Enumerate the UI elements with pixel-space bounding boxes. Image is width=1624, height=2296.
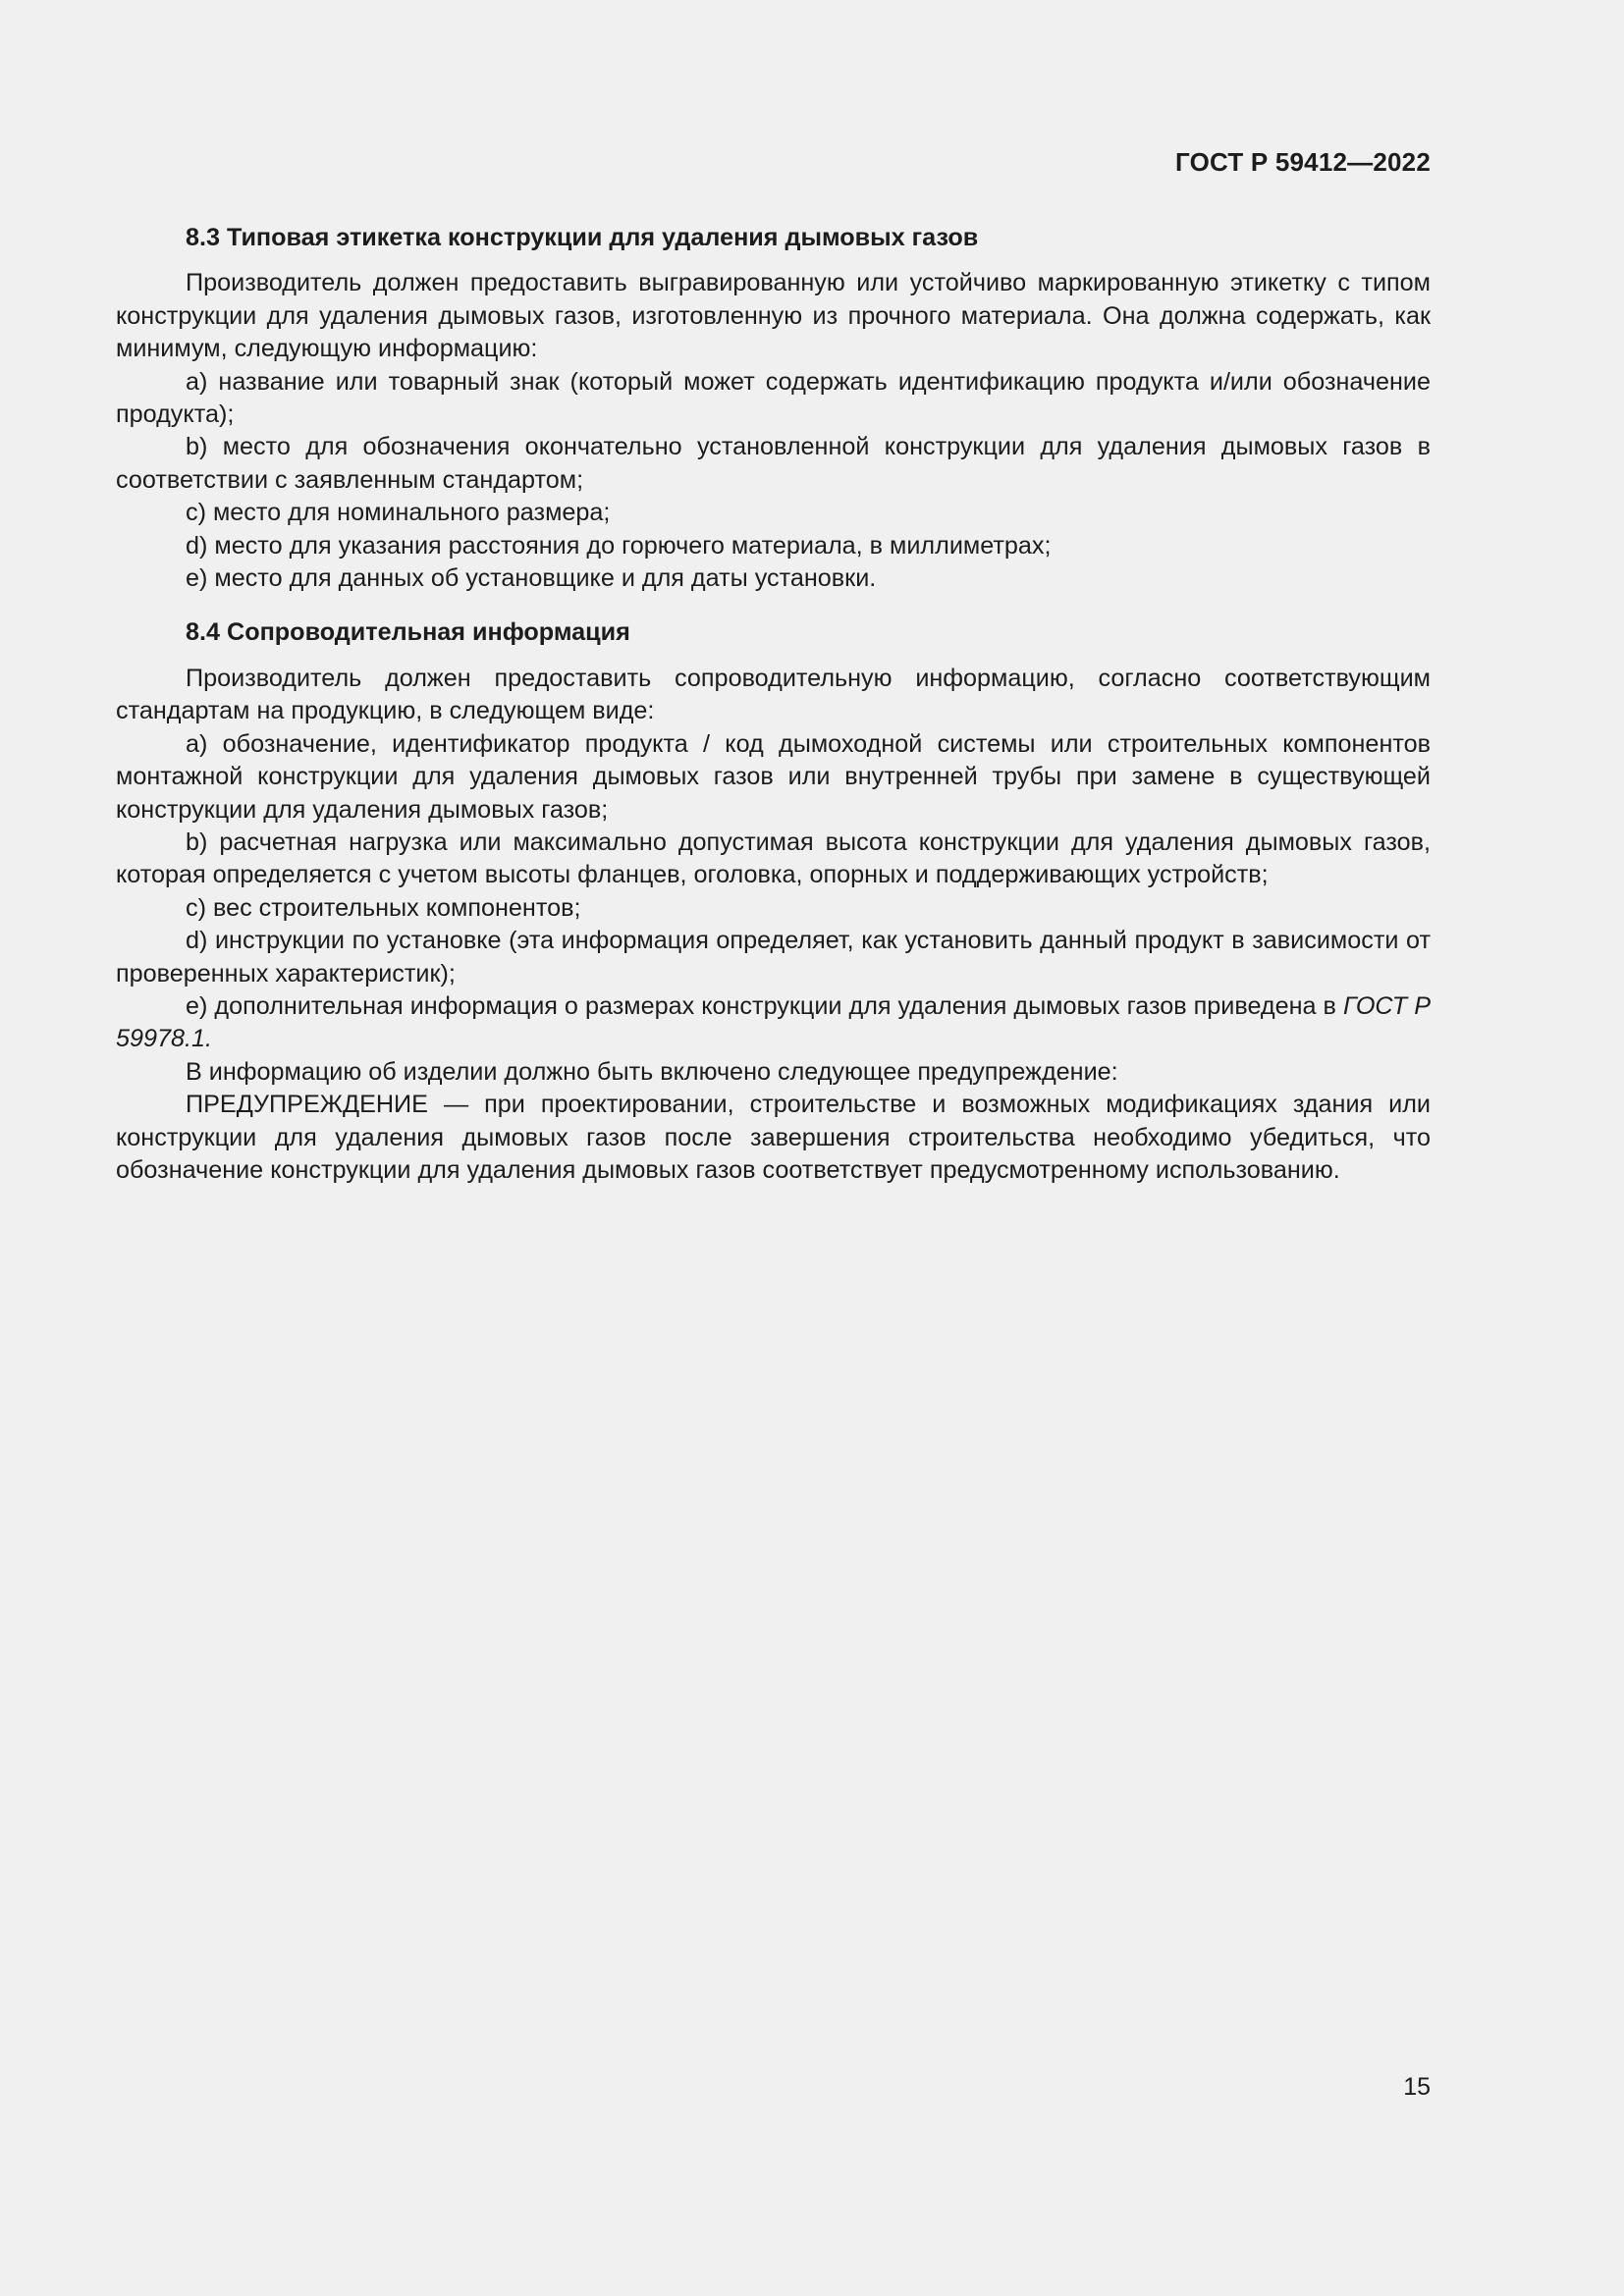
warning-intro: В информацию об изделии должно быть включено следующее предупреждение: bbox=[186, 1057, 1118, 1086]
section-8-4-item-e bbox=[116, 990, 1431, 1056]
section-8-3-item-d: d) место для указания расстояния до горючего материала, в миллиметрах; bbox=[186, 531, 1052, 560]
section-8-4-item-b: b) расчетная нагрузка или максимально допустимая высота конструкции для удаления дымовых газов, которая определяется с учетом высоты фланцев, оголовка, опорных и поддерживающих устройств; bbox=[116, 828, 1431, 889]
warning-text: ПРЕДУПРЕЖДЕНИЕ — при проектировании, строительстве и возможных модификациях здания или конструкции для удаления дымовых газов после завершения строительства необходимо убедиться, что обозначение конструкции для удаления дымовых газов соответствует предусмотренному использованию. bbox=[116, 1091, 1431, 1184]
document-code: ГОСТ Р 59412—2022 bbox=[1175, 147, 1431, 177]
section-8-4-intro: Производитель должен предоставить сопроводительную информацию, согласно соответствующим стандартам на продукцию, в следующем виде: bbox=[116, 664, 1431, 725]
document-body bbox=[116, 222, 1431, 1187]
section-8-3-item-c: c) место для номинального размера; bbox=[186, 499, 611, 527]
section-8-3-item-a: a) название или товарный знак (который может содержать идентификацию продукта и/или обозначение продукта); bbox=[116, 367, 1431, 429]
standard-reference: ГОСТ Р 59978.1. bbox=[116, 991, 1431, 1053]
section-8-3-intro: Производитель должен предоставить выгравированную или устойчиво маркированную этикетку с типом конструкции для удаления дымовых газов, изготовленную из прочного материала. Она должна содержать, как минимум, следующую информацию: bbox=[116, 269, 1431, 363]
section-8-3-item-b: b) место для обозначения окончательно установленной конструкции для удаления дымовых газов в соответствии с заявленным стандартом; bbox=[116, 433, 1431, 494]
page-number: 15 bbox=[1403, 2073, 1431, 2101]
section-8-4-title: 8.4 Сопроводительная информация bbox=[186, 618, 630, 647]
section-8-4-item-a: a) обозначение, идентификатор продукта / код дымоходной системы или строительных компонентов монтажной конструкции для удаления дымовых газов или внутренней трубы при замене в существующей конструкции для удаления дымовых газов; bbox=[116, 729, 1431, 824]
section-8-4-item-d: d) инструкции по установке (эта информация определяет, как установить данный продукт в зависимости от проверенных характеристик); bbox=[116, 927, 1431, 988]
section-8-3-item-e: e) место для данных об установщике и для даты установки. bbox=[186, 564, 877, 593]
section-8-4-item-e-text: e) дополнительная информация о размерах конструкции для удаления дымовых газов приведена в bbox=[186, 991, 1343, 1020]
section-8-3-title: 8.3 Типовая этикетка конструкции для удаления дымовых газов bbox=[186, 224, 979, 251]
section-8-4-item-c: c) вес строительных компонентов; bbox=[186, 893, 581, 922]
